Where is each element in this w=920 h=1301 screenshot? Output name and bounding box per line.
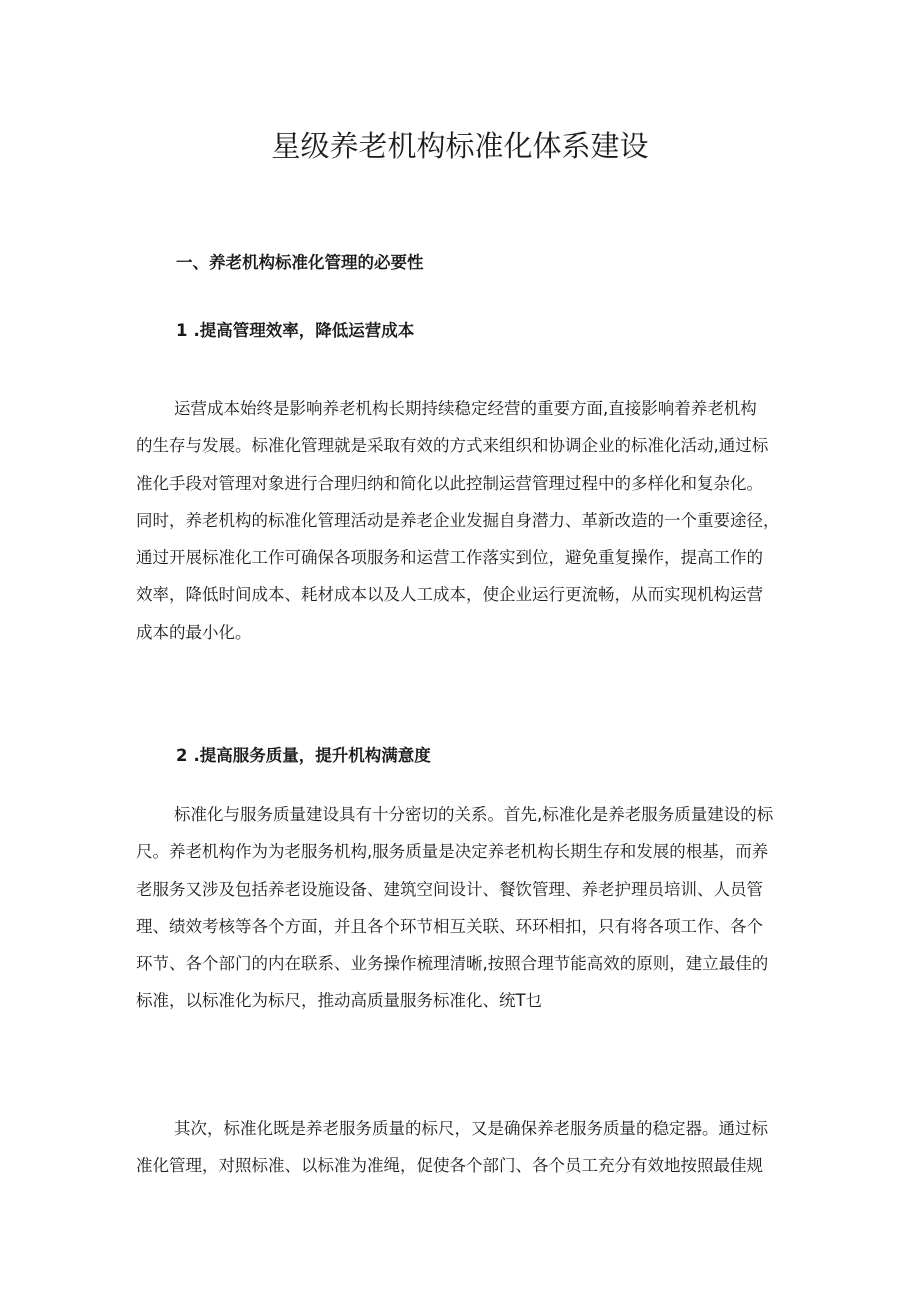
paragraph-line: 尺。养老机构作为为老服务机构,服务质量是决定养老机构长期生存和发展的根基，而养: [136, 842, 769, 862]
subsection-heading-1-text: .提高管理效率，降低运营成本: [193, 321, 415, 340]
paragraph-line: 准化管理，对照标准、以标准为准绳，促使各个部门、各个员工充分有效地按照最佳规: [136, 1156, 763, 1176]
paragraph-quality-stabilizer: [136, 1110, 796, 1185]
paragraph-line: 同时，养老机构的标准化管理活动是养老企业发掘自身潜力、革新改造的一个重要途径，: [136, 510, 780, 530]
subsection-heading-2: [176, 743, 431, 769]
paragraph-line: 的生存与发展。标准化管理就是采取有效的方式来组织和协调企业的标准化活动,通过标: [136, 436, 769, 456]
paragraph-line: 老服务又涉及包括养老设施设备、建筑空间设计、餐饮管理、养老护理员培训、人员管: [136, 879, 763, 899]
paragraph-line: 标准，以标准化为标尺，推动高质量服务标准化、统T乜: [136, 991, 543, 1011]
subsection-heading-2-text: .提高服务质量，提升机构满意度: [193, 746, 431, 765]
paragraph-line: 其次，标准化既是养老服务质量的标尺，又是确保养老服务质量的稳定器。通过标: [174, 1119, 768, 1138]
paragraph-line: 运营成本始终是影响养老机构长期持续稳定经营的重要方面,直接影响着养老机构: [174, 399, 757, 418]
paragraph-operating-cost: [136, 390, 796, 651]
paragraph-service-quality: [136, 796, 796, 1020]
paragraph-line: 准化手段对管理对象进行合理归纳和简化以此控制运营管理过程中的多样化和复杂化。: [136, 473, 763, 493]
paragraph-line: 环节、各个部门的内在联系、业务操作梳理清晰,按照合理节能高效的原则，建立最佳的: [136, 954, 769, 974]
subsection-number-2: 2: [176, 746, 188, 765]
paragraph-line: 效率，降低时间成本、耗材成本以及人工成本，使企业运行更流畅，从而实现机构运营: [136, 585, 763, 605]
paragraph-line: 成本的最小化。: [136, 622, 252, 642]
section-heading-1: 一、养老机构标准化管理的必要性: [176, 253, 424, 272]
document-title: 星级养老机构标准化体系建设: [271, 129, 649, 163]
paragraph-line: 通过开展标准化工作可确保各项服务和运营工作落实到位，避免重复操作，提高工作的: [136, 548, 763, 568]
subsection-number-1: 1: [176, 321, 188, 340]
subsection-heading-1: [176, 318, 414, 344]
paragraph-line: 理、绩效考核等各个方面，并且各个环节相互关联、环环相扣，只有将各项工作、各个: [136, 916, 763, 936]
paragraph-line: 标准化与服务质量建设具有十分密切的关系。首先,标准化是养老服务质量建设的标: [174, 805, 774, 824]
